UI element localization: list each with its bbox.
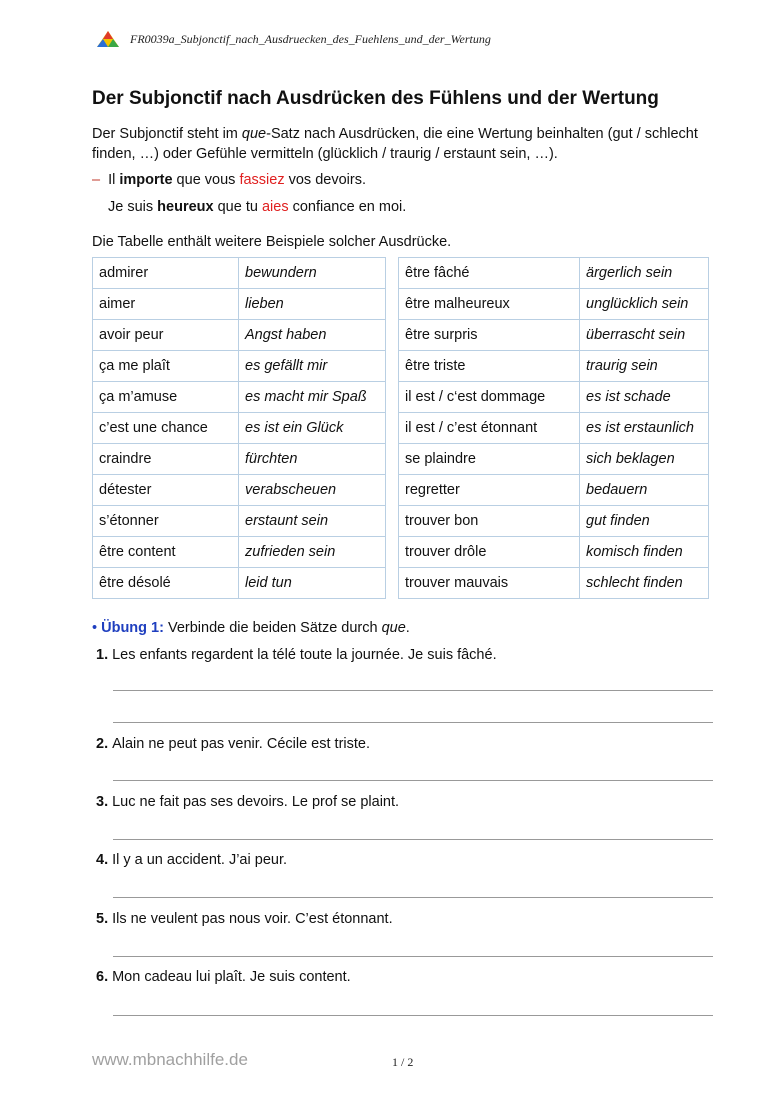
french-expression: c’est une chance xyxy=(93,413,239,444)
page-number: 1 / 2 xyxy=(392,1055,414,1069)
exercise-item-number: 3. xyxy=(96,794,109,810)
french-expression: aimer xyxy=(93,289,239,320)
french-expression: craindre xyxy=(93,444,239,475)
exercise-item-6 xyxy=(96,969,351,985)
german-translation: es ist erstaunlich xyxy=(580,413,709,444)
footer-website: www.mbnachhilfe.de xyxy=(92,1050,248,1069)
page-title: Der Subjonctif nach Ausdrücken des Fühlens und der Wertung xyxy=(92,88,659,109)
vocab-row xyxy=(93,475,386,506)
french-expression: être content xyxy=(93,537,239,568)
vocab-row xyxy=(399,258,709,289)
exercise-item-text: Ils ne veulent pas nous voir. C’est étonnant. xyxy=(112,911,393,927)
french-expression: ça me plaît xyxy=(93,351,239,382)
french-expression: être malheureux xyxy=(399,289,580,320)
french-expression: avoir peur xyxy=(93,320,239,351)
vocab-row xyxy=(93,351,386,382)
french-expression: être fâché xyxy=(399,258,580,289)
exercise-item-5 xyxy=(96,911,393,927)
vocab-row xyxy=(399,289,709,320)
vocab-row xyxy=(399,351,709,382)
vocab-row xyxy=(93,444,386,475)
exercise-item-text: Les enfants regardent la télé toute la journée. Je suis fâché. xyxy=(112,647,497,663)
exercise-item-text: Luc ne fait pas ses devoirs. Le prof se plaint. xyxy=(112,794,400,810)
french-expression: se plaindre xyxy=(399,444,580,475)
exercise-item-text: Alain ne peut pas venir. Cécile est triste. xyxy=(112,736,371,752)
subjonctif-highlight: aies xyxy=(261,199,289,215)
answer-line[interactable] xyxy=(113,722,713,723)
table-intro: Die Tabelle enthält weitere Beispiele solcher Ausdrücke. xyxy=(92,234,452,250)
vocab-row xyxy=(93,382,386,413)
french-expression: trouver mauvais xyxy=(399,568,580,599)
example-sentence-1: – Il importe que vous fassiez vos devoirs. xyxy=(92,172,366,188)
answer-line[interactable] xyxy=(113,897,713,898)
german-translation: komisch finden xyxy=(580,537,709,568)
german-translation: fürchten xyxy=(239,444,386,475)
vocab-row xyxy=(93,258,386,289)
vocab-row xyxy=(399,320,709,351)
german-translation: es gefällt mir xyxy=(239,351,386,382)
vocab-row xyxy=(399,444,709,475)
french-expression: s’étonner xyxy=(93,506,239,537)
french-expression: regretter xyxy=(399,475,580,506)
german-translation: bedauern xyxy=(580,475,709,506)
german-translation: unglücklich sein xyxy=(580,289,709,320)
exercise-item-1 xyxy=(96,647,497,663)
french-expression: détester xyxy=(93,475,239,506)
dash-marker: – xyxy=(92,172,101,188)
subjonctif-highlight: fassiez xyxy=(239,172,285,188)
french-expression: ça m’amuse xyxy=(93,382,239,413)
intro-paragraph: Der Subjonctif steht im que-Satz nach Ausdrücken, die eine Wertung beinhalten (gut / schlecht finden, …) oder Gefühle vermitteln (glücklich / traurig / erstaunt sein, …). xyxy=(92,126,698,162)
german-translation: lieben xyxy=(239,289,386,320)
exercise-label: Übung 1: xyxy=(101,620,164,636)
vocab-row xyxy=(399,568,709,599)
german-translation: bewundern xyxy=(239,258,386,289)
french-expression: il est / c‘est dommage xyxy=(399,382,580,413)
german-translation: Angst haben xyxy=(239,320,386,351)
french-expression: trouver bon xyxy=(399,506,580,537)
german-translation: es ist ein Glück xyxy=(239,413,386,444)
vocab-row xyxy=(93,289,386,320)
french-expression: il est / c’est étonnant xyxy=(399,413,580,444)
exercise-item-number: 2. xyxy=(96,736,109,752)
answer-line[interactable] xyxy=(113,1015,713,1016)
exercise-item-number: 1. xyxy=(96,647,109,663)
answer-line[interactable] xyxy=(113,780,713,781)
vocab-row xyxy=(399,413,709,444)
vocab-row xyxy=(399,382,709,413)
vocab-row xyxy=(93,413,386,444)
exercise-item-number: 4. xyxy=(96,852,109,868)
bullet-icon: • xyxy=(92,620,98,636)
document-header xyxy=(96,30,491,48)
vocab-row xyxy=(93,506,386,537)
french-expression: trouver drôle xyxy=(399,537,580,568)
exercise-item-text: Mon cadeau lui plaît. Je suis content. xyxy=(112,969,351,985)
german-translation: traurig sein xyxy=(580,351,709,382)
pyramid-logo-icon xyxy=(96,30,120,48)
german-translation: erstaunt sein xyxy=(239,506,386,537)
answer-line[interactable] xyxy=(113,690,713,691)
german-translation: gut finden xyxy=(580,506,709,537)
french-expression: admirer xyxy=(93,258,239,289)
vocab-row xyxy=(93,320,386,351)
example-sentence-2: Je suis heureux que tu aies confiance en moi. xyxy=(108,199,407,215)
exercise-heading: • Übung 1: Verbinde die beiden Sätze durch que. xyxy=(92,620,410,636)
vocab-row xyxy=(399,475,709,506)
exercise-item-text: Il y a un accident. J’ai peur. xyxy=(112,852,287,868)
vocab-table-right xyxy=(398,257,709,599)
vocab-row xyxy=(399,506,709,537)
german-translation: es macht mir Spaß xyxy=(239,382,386,413)
french-expression: être désolé xyxy=(93,568,239,599)
german-translation: schlecht finden xyxy=(580,568,709,599)
exercise-item-number: 5. xyxy=(96,911,109,927)
exercise-item-4 xyxy=(96,852,287,868)
german-translation: ärgerlich sein xyxy=(580,258,709,289)
exercise-item-2 xyxy=(96,736,370,752)
vocab-table-left xyxy=(92,257,386,599)
german-translation: überrascht sein xyxy=(580,320,709,351)
german-translation: verabscheuen xyxy=(239,475,386,506)
document-filename: FR0039a_Subjonctif_nach_Ausdruecken_des_Fuehlens_und_der_Wertung xyxy=(130,31,491,46)
answer-line[interactable] xyxy=(113,839,713,840)
german-translation: sich beklagen xyxy=(580,444,709,475)
french-expression: être surpris xyxy=(399,320,580,351)
vocab-row xyxy=(399,537,709,568)
french-expression: être triste xyxy=(399,351,580,382)
vocab-row xyxy=(93,537,386,568)
exercise-item-number: 6. xyxy=(96,969,109,985)
german-translation: leid tun xyxy=(239,568,386,599)
vocab-row xyxy=(93,568,386,599)
answer-line[interactable] xyxy=(113,956,713,957)
german-translation: es ist schade xyxy=(580,382,709,413)
exercise-item-3 xyxy=(96,794,399,810)
german-translation: zufrieden sein xyxy=(239,537,386,568)
